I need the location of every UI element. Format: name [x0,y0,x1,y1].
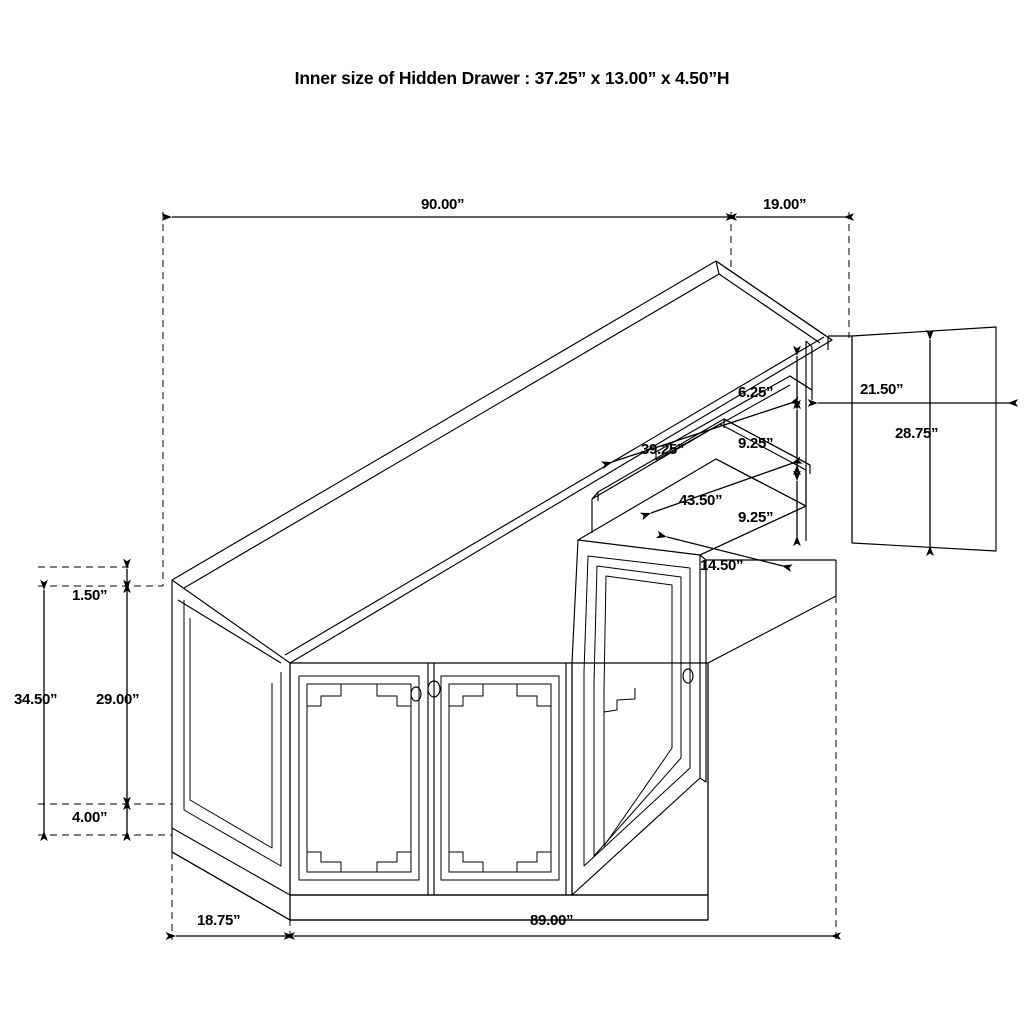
dim-label-top-thickness: 1.50” [72,587,108,604]
dim-label-top-width: 90.00” [421,196,465,213]
dim-label-shelf-gap-1: 9.25” [738,435,774,452]
dim-label-interior-width-2: 43.50” [679,492,723,509]
dim-label-body-height: 29.00” [96,691,140,708]
dim-label-base-width: 89.00” [530,912,574,929]
dim-label-shelf-gap-2: 9.25” [738,509,774,526]
dim-label-interior-width-1: 39.25” [641,441,685,458]
dim-label-door-width: 21.50” [860,381,904,398]
dim-label-interior-width-3: 14.50” [700,557,744,574]
cabinet-outline [172,261,996,920]
page-title: Inner size of Hidden Drawer : 37.25” x 13.00” x 4.50”H [294,68,730,88]
dimension-lines [38,212,1009,940]
dim-label-top-depth: 19.00” [763,196,807,213]
dim-label-base-height: 4.00” [72,809,108,826]
dim-label-base-left: 18.75” [197,912,241,929]
dim-label-shelf-upper: 6.25” [738,384,774,401]
dim-label-door-height: 28.75” [895,425,939,442]
dim-label-total-height: 34.50” [14,691,58,708]
